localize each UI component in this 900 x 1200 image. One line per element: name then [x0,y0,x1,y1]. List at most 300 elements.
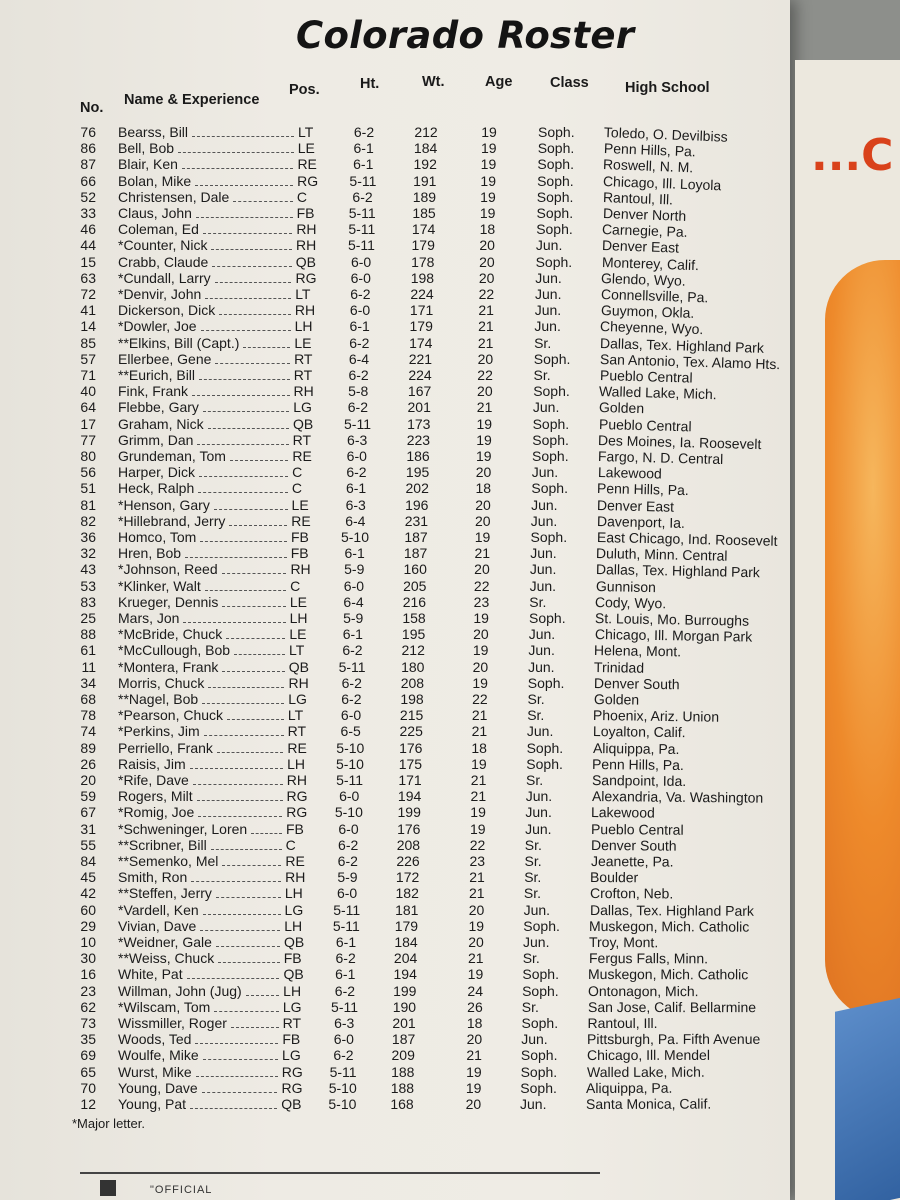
roster-row [0,350,790,372]
header-high-school: High School [625,80,710,96]
cell-pos: C [290,577,301,594]
cell-wt: 180 [401,658,425,675]
cell-ht: 5-10 [335,755,364,772]
cell-wt: 188 [391,1063,415,1080]
cell-name: Woulfe, Mike [118,1047,199,1064]
cell-ht: 6-0 [338,820,359,837]
cell-name: Mars, Jon [118,610,180,626]
cell-name: *McBride, Chuck [118,626,223,643]
cell-ht: 6-1 [335,934,357,950]
leader-dots [187,966,279,979]
roster-row [0,367,790,386]
cell-hs: Lakewood [591,804,656,821]
roster-row [0,804,790,820]
cell-class: Jun. [525,820,552,837]
cell-hs: Gunnison [595,577,656,595]
cell-age: 21 [478,302,494,319]
leader-dots [192,124,294,137]
cell-ht: 6-2 [333,1047,354,1064]
cell-hs: Pueblo Central [598,415,692,434]
cell-class: Soph. [533,383,570,400]
cell-no: 81 [80,496,96,513]
cell-wt: 176 [399,739,423,756]
cell-no: 71 [80,367,96,383]
roster-row [0,707,790,723]
leader-dots [178,140,294,153]
cell-ht: 5-11 [347,237,375,254]
cell-hs: Pueblo Central [591,820,684,838]
roster-row [0,286,790,306]
cell-class: Sr. [534,334,552,351]
cell-hs: Penn Hills, Pa. [597,480,690,499]
leader-dots [211,237,292,250]
roster-row [0,497,790,513]
roster-row [0,448,790,468]
header-wt: Wt. [422,74,445,90]
cell-pos: QB [292,415,314,432]
cell-hs: Dallas, Tex. Highland Park [589,901,754,919]
cell-wt: 215 [399,707,424,724]
leader-dots [196,205,293,218]
cell-name: *Perkins, Jim [118,723,200,740]
cell-age: 26 [467,998,483,1015]
cell-no: 29 [80,917,96,934]
cell-pos: RT [292,431,312,448]
cell-no: 70 [80,1079,96,1096]
page-title: Colorado Roster [296,14,635,57]
cell-class: Soph. [537,140,575,157]
leader-dots [204,723,284,736]
cell-hs: Toledo, O. Devilbiss [603,124,728,145]
cell-class: Sr. [533,367,551,383]
cell-age: 20 [479,237,495,254]
roster-row [0,983,790,999]
cell-name: **Nagel, Bob [118,691,199,707]
cell-age: 20 [466,1031,483,1048]
roster-row [0,1015,790,1031]
cell-no: 65 [80,1063,96,1080]
cell-class: Soph. [537,156,574,173]
cell-ht: 6-0 [349,302,371,319]
cell-age: 21 [470,788,487,805]
cell-hs: Guymon, Okla. [600,302,695,322]
roster-row [0,1096,790,1112]
cell-age: 21 [468,885,485,902]
cell-wt: 231 [404,512,429,529]
cell-name: *Cundall, Larry [118,269,211,286]
roster-row [0,302,790,322]
cell-pos: C [292,464,303,481]
cell-ht: 6-1 [353,156,374,173]
cell-hs: Des Moines, Ia. Roosevelt [598,431,762,452]
cell-pos: LT [287,707,304,724]
leader-dots [212,254,292,267]
cell-class: Soph. [520,1079,557,1096]
cell-age: 19 [472,674,488,691]
cell-no: 69 [80,1047,96,1064]
cell-hs: Connellsville, Pa. [600,286,709,306]
cell-name: Willman, John (Jug) [118,982,242,999]
roster-row [0,691,790,707]
cell-class: Soph. [532,448,569,464]
cell-ht: 5-11 [348,221,376,238]
cell-pos: LG [282,998,302,1015]
roster-row [0,966,790,982]
cell-class: Soph. [538,124,575,140]
cell-class: Soph. [523,917,560,934]
cell-ht: 5-11 [329,1063,357,1080]
cell-ht: 5-10 [340,529,370,545]
cell-no: 60 [80,901,96,918]
cell-wt: 175 [398,755,423,772]
cell-no: 85 [80,334,96,351]
cell-age: 22 [473,577,490,594]
leader-dots [227,707,284,720]
cell-ht: 6-4 [348,350,370,367]
leader-dots [203,1047,278,1060]
cell-name: Harper, Dick [118,464,196,481]
roster-row [0,788,790,804]
cell-pos: RG [297,172,319,189]
cell-name: **Eurich, Bill [118,367,196,383]
cell-pos: LH [284,917,303,934]
leader-dots [216,934,280,947]
cell-no: 15 [80,253,96,270]
cell-no: 17 [80,415,96,432]
cell-name: Grundeman, Tom [118,448,226,464]
cell-ht: 6-4 [345,512,366,529]
cell-ht: 5-11 [332,917,360,934]
cell-age: 18 [466,1015,483,1031]
cell-class: Jun. [535,286,562,302]
leader-dots [195,173,293,186]
cell-name: **Semenko, Mel [118,853,219,869]
leader-dots [193,772,283,785]
cell-no: 66 [80,172,96,189]
cell-name: Christensen, Dale [118,188,230,205]
cell-hs: East Chicago, Ind. Roosevelt [596,529,778,549]
cell-wt: 186 [406,448,430,464]
cell-age: 19 [474,529,491,545]
leader-dots [234,642,285,655]
cell-name: Heck, Ralph [118,480,195,497]
cell-name: Woods, Ted [118,1031,192,1048]
cell-hs: Roswell, N. M. [603,156,694,176]
cell-ht: 6-2 [347,399,368,416]
cell-ht: 6-3 [347,431,368,448]
cell-class: Soph. [521,1015,559,1031]
cell-pos: FB [290,545,309,562]
cell-class: Soph. [536,188,574,205]
leader-dots [231,1015,279,1028]
leader-dots [202,691,284,704]
cell-class: Soph. [522,982,559,999]
cell-ht: 6-2 [341,691,362,707]
roster-row [0,626,790,645]
cell-hs: Davenport, Ia. [596,512,685,531]
cell-age: 24 [467,982,483,999]
cell-name: *Weidner, Gale [118,934,212,950]
cell-wt: 212 [401,642,425,659]
cell-name: Grimm, Dan [118,431,194,448]
cell-ht: 6-0 [336,885,358,902]
leader-dots [230,448,288,461]
cell-class: Jun. [525,788,553,805]
cell-wt: 195 [405,464,430,481]
roster-row [0,416,790,432]
cell-no: 55 [80,836,96,853]
leader-dots [246,983,279,996]
cell-ht: 5-11 [331,998,359,1015]
cell-ht: 6-2 [335,950,356,967]
cell-pos: QB [288,658,309,675]
cell-pos: LH [289,610,308,626]
cell-name: *Klinker, Walt [118,577,201,594]
cell-name: *Dowler, Joe [118,318,197,335]
bottom-footer-text: "OFFICIAL [150,1184,213,1196]
cell-class: Soph. [537,172,574,189]
cell-pos: C [291,480,302,497]
cell-wt: 199 [397,804,421,821]
cell-class: Jun. [530,512,558,529]
adjacent-page-heading: ...C [811,130,894,181]
cell-no: 84 [80,853,96,869]
roster-row [0,837,790,853]
cell-pos: FB [283,950,302,967]
cell-ht: 6-2 [349,334,370,351]
cell-pos: RT [294,350,313,367]
cell-pos: QB [295,253,316,270]
leader-dots [217,740,283,753]
cell-wt: 195 [401,626,426,643]
cell-wt: 190 [392,998,417,1015]
cell-pos: RH [286,772,308,788]
cell-wt: 209 [391,1047,415,1064]
cell-ht: 5-10 [336,739,365,756]
roster-row [0,594,790,610]
cell-no: 43 [80,561,96,578]
cell-class: Sr. [527,691,545,707]
cell-hs: Muskegon, Mich. Catholic [588,966,749,983]
cell-ht: 6-1 [353,140,374,157]
cell-ht: 5-11 [344,415,371,432]
cell-wt: 216 [402,593,427,610]
leader-dots [185,545,287,558]
cell-class: Jun. [531,496,558,513]
cell-hs: Rantoul, Ill. [602,188,674,208]
cell-age: 19 [476,415,493,432]
roster-row [0,561,790,581]
cell-hs: St. Louis, Mo. Burroughs [594,610,750,629]
leader-dots [196,1064,278,1077]
cell-hs: Golden [593,691,639,708]
cell-name: *McCullough, Bob [118,642,231,659]
cell-name: Young, Dave [118,1079,198,1096]
leader-dots [205,286,291,299]
leader-dots [222,594,286,607]
roster-row [0,545,790,564]
roster-row [0,513,790,529]
cell-wt: 187 [403,545,428,562]
cell-wt: 174 [411,221,436,238]
roster-row [0,140,790,160]
cell-hs: Pittsburgh, Pa. Fifth Avenue [587,1031,761,1048]
cell-ht: 5-11 [333,901,361,918]
cell-hs: Walled Lake, Mich. [586,1063,705,1080]
cell-wt: 212 [414,124,438,140]
cell-no: 76 [80,124,96,140]
cell-name: *Johnson, Reed [118,561,218,578]
cell-hs: Walled Lake, Mich. [598,383,718,403]
cell-wt: 201 [392,1015,416,1031]
header-pos: Pos. [289,82,320,98]
cell-wt: 199 [393,982,417,999]
cell-pos: LG [284,901,304,918]
cell-age: 18 [475,480,492,497]
roster-row [0,221,790,241]
cell-hs: Helena, Mont. [594,642,682,660]
cell-ht: 6-0 [346,448,367,464]
cell-wt: 223 [406,431,431,448]
cell-pos: RE [291,512,311,529]
roster-row [0,172,790,193]
cell-class: Soph. [526,755,563,772]
cell-name: Ellerbee, Gene [118,350,212,367]
cell-wt: 187 [391,1031,416,1048]
cell-no: 26 [80,755,96,772]
cell-age: 20 [468,934,484,950]
cell-wt: 192 [413,156,437,173]
roster-row [0,740,790,756]
cell-class: Soph. [531,480,568,497]
leader-dots [203,221,292,234]
cell-wt: 204 [393,950,418,967]
cell-wt: 224 [408,367,432,383]
cell-hs: San Jose, Calif. Bellarmine [587,998,756,1015]
cell-age: 21 [477,334,494,351]
cell-age: 21 [471,723,488,740]
cell-age: 21 [469,869,485,886]
cell-no: 77 [80,431,96,448]
cell-hs: Sandpoint, Ida. [591,772,687,789]
cell-pos: LE [297,140,315,157]
cell-ht: 6-1 [335,966,356,983]
roster-row [0,529,790,549]
cell-hs: Glendo, Wyo. [601,269,687,289]
cell-no: 62 [80,998,96,1015]
cell-ht: 6-2 [337,853,358,869]
cell-wt: 196 [405,496,429,513]
cell-no: 20 [80,772,96,788]
cell-pos: FB [296,205,315,221]
cell-name: Wissmiller, Roger [118,1015,227,1031]
leader-dots [190,756,283,769]
cell-wt: 205 [403,577,427,594]
cell-age: 23 [469,853,486,869]
roster-row [0,853,790,869]
cell-ht: 5-8 [348,383,369,400]
leader-dots [211,837,282,850]
cell-class: Sr. [524,869,542,886]
cell-ht: 5-10 [334,804,363,821]
cell-name: Young, Pat [118,1096,186,1112]
cell-pos: RH [288,674,309,691]
cell-name: White, Pat [118,966,183,983]
adjacent-page-illustration [825,260,900,1020]
cell-age: 20 [478,269,495,286]
roster-row [0,934,790,950]
cell-no: 46 [80,221,96,238]
cell-pos: LH [283,982,302,999]
cell-hs: Chicago, Ill. Mendel [586,1047,710,1064]
cell-wt: 176 [397,820,421,837]
cell-age: 18 [471,739,487,756]
cell-pos: LH [294,318,313,335]
cell-age: 20 [477,383,493,400]
cell-hs: Pueblo Central [599,367,693,386]
cell-name: *Vardell, Ken [118,901,199,918]
leader-dots [214,497,288,510]
cell-age: 19 [476,448,492,464]
cell-wt: 184 [413,140,438,157]
cell-age: 19 [471,755,487,772]
cell-no: 11 [81,658,96,675]
leader-dots [243,335,290,348]
roster-row [0,885,790,901]
cell-class: Sr. [524,836,542,853]
cell-ht: 6-5 [340,723,361,740]
cell-wt: 168 [390,1096,414,1112]
leader-dots [216,885,281,898]
cell-hs: Jeanette, Pa. [590,853,674,870]
cell-name: Claus, John [118,205,192,221]
cell-pos: LT [298,124,314,140]
roster-row [0,431,790,452]
cell-wt: 184 [394,934,418,950]
cell-hs: Alexandria, Va. Washington [591,788,763,806]
cell-age: 20 [474,561,490,578]
cell-age: 21 [467,950,484,967]
cell-wt: 179 [411,237,435,254]
cell-hs: Denver South [590,836,677,854]
cell-pos: LT [295,286,311,302]
roster-row [0,723,790,739]
cell-age: 19 [479,205,496,221]
leader-dots [199,464,288,477]
cell-wt: 194 [393,966,417,983]
header-no: No. [80,100,104,116]
cell-age: 20 [475,464,492,481]
cell-name: Fink, Frank [118,383,189,400]
cell-pos: RH [290,561,311,578]
cell-name: Graham, Nick [118,415,204,432]
cell-age: 22 [478,286,495,302]
cell-class: Jun. [532,399,560,416]
cell-no: 33 [80,205,96,221]
cell-wt: 185 [412,205,436,221]
cell-name: *Montera, Frank [118,658,219,675]
cell-pos: RG [281,1079,303,1096]
cell-ht: 6-1 [345,480,367,497]
cell-age: 20 [465,1096,482,1112]
cell-no: 32 [80,545,96,562]
cell-no: 86 [80,140,96,157]
cell-class: Soph. [532,415,570,432]
cell-hs: Fergus Falls, Minn. [588,950,708,967]
cell-pos: RG [286,788,308,805]
cell-name: Smith, Ron [118,869,188,886]
cell-class: Sr. [523,885,542,902]
